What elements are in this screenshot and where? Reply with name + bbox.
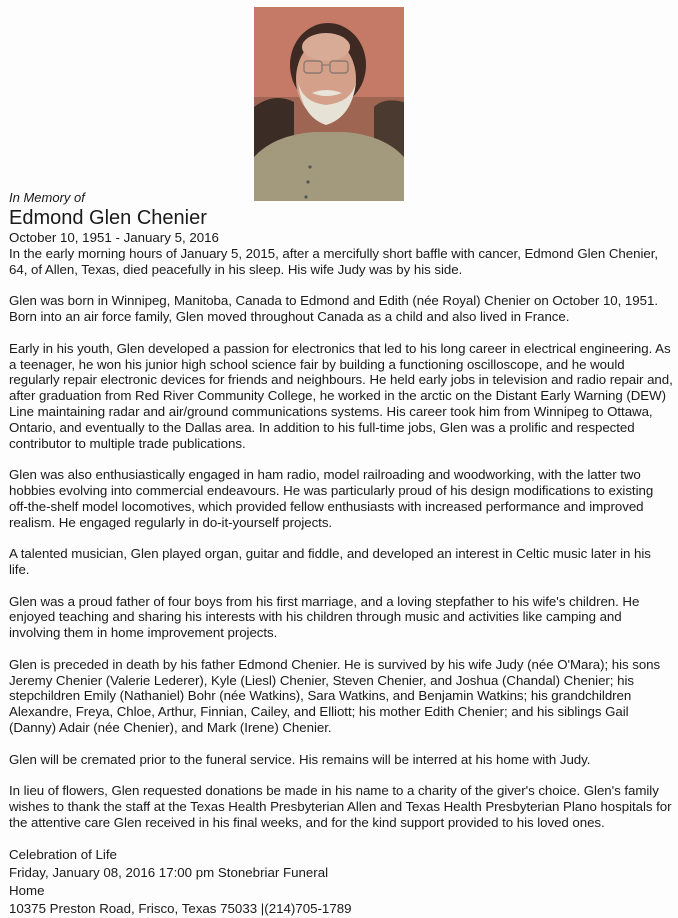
service-details [9, 846, 673, 918]
life-dates: October 10, 1951 - January 5, 2016 [9, 230, 219, 245]
service-address-phone: 10375 Preston Road, Frisco, Texas 75033 |(214)705-1789 [9, 901, 352, 917]
portrait-photo [254, 7, 404, 201]
paragraph-passing: In the early morning hours of January 5, 2015, after a mercifully short baffle with cancer, Edmond Glen Chenier, 64, of Allen, Texas, died peacefully in his sleep. His wife Judy was by his side. [9, 246, 659, 277]
paragraph-birth: Glen was born in Winnipeg, Manitoba, Canada to Edmond and Edith (née Royal) Chenier on October 10, 1951. Born into an air force family, Glen moved throughout Canada as a child and also lived in France. [9, 293, 658, 325]
deceased-name: Edmond Glen Chenier [9, 207, 207, 229]
service-venue-continued: Home [9, 883, 45, 899]
paragraph-survivors: Glen is preceded in death by his father Edmond Chenier. He is survived by his wife Judy (née O'Mara); his sons Jeremy Chenier (Valerie Lederer), Kyle (Liesl) Chenier, Steven Chenier, and Joshua (Chandal) Chenier; his stepchildren Emily (Nathaniel) Bohr (née Watkins), Sara Watkins, and Benjamin Watkins; his grandchildren Alexandre, Freya, Chloe, Arthur, Finnian, Cailey, and Elliott; his mother Edith Chenier; and his siblings Gail (Danny) Adair (née Chenier), and Mark (Irene) Chenier. [9, 656, 661, 735]
paragraph-family: Glen was a proud father of four boys from his first marriage, and a loving stepfather to his wife's children. He enjoyed teaching and sharing his interests with his children through music and activities like camping and involving them in home improvement projects. [9, 593, 640, 641]
paragraph-career: Early in his youth, Glen developed a passion for electronics that led to his long career in electrical engineering. As a teenager, he won his junior high school science fair by building a functioning oscilloscope, and he would regularly repair electronic devices for friends and neighbours. He held early jobs in television and radio repair and, after graduation from Red River Community College, he worked in the arctic on the Distant Early Warning (DEW) Line maintaining radar and air/ground communications systems. His career took him from Winnipeg to Ottawa, Ontario, and eventually to the Dallas area. In addition to his full-time jobs, Glen was a prolific and respected contributor to multiple trade publications. [9, 340, 673, 451]
service-title: Celebration of Life [9, 847, 117, 863]
portrait-illustration [254, 7, 404, 201]
service-datetime-venue: Friday, January 08, 2016 17:00 pm Stonebriar Funeral [9, 865, 329, 881]
paragraph-music: A talented musician, Glen played organ, guitar and fiddle, and developed an interest in Celtic music later in his life. [9, 546, 651, 577]
in-memory-label: In Memory of [9, 190, 85, 205]
paragraph-donations: In lieu of flowers, Glen requested donations be made in his name to a charity of the giver's choice. Glen's family wishes to thank the staff at the Texas Health Presbyterian Allen and Texas Health Presbyterian Plano hospitals for the attentive care Glen received in his final weeks, and for the kind support provided to his loved ones. [9, 783, 672, 830]
obituary-content [9, 190, 673, 918]
paragraph-cremation: Glen will be cremated prior to the funeral service. His remains will be interred at his home with Judy. [9, 751, 591, 767]
paragraph-hobbies: Glen was also enthusiastically engaged in ham radio, model railroading and woodworking, with the latter two hobbies evolving into commercial endeavours. He was particularly proud of his design modifications to existing off-the-shelf model locomotives, which provided fellow enthusiasts with increased performance and improved realism. He engaged regularly in do-it-yourself projects. [9, 467, 654, 530]
